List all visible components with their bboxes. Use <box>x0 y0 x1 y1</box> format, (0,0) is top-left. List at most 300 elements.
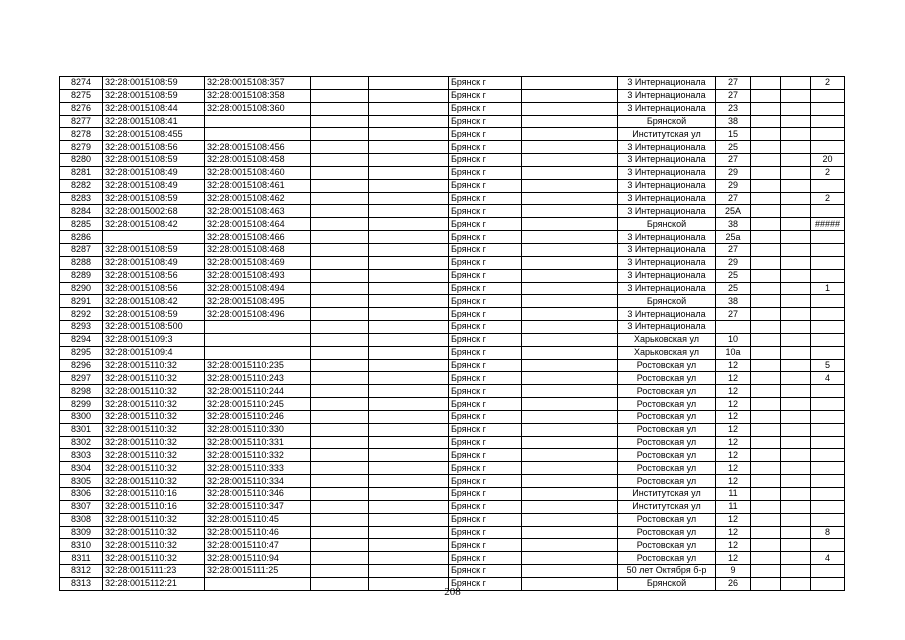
cell-street: 3 Интернационала <box>618 179 716 192</box>
cell-empty-col-7 <box>522 77 618 90</box>
cell-parent-cadastral-number: 32:28:0015110:32 <box>103 372 205 385</box>
cell-empty-col-4 <box>311 256 369 269</box>
cell-city: Брянск г <box>449 295 522 308</box>
cell-empty-col-5 <box>369 462 449 475</box>
table-row <box>60 436 845 449</box>
cell-row-number: 8301 <box>60 423 103 436</box>
cell-apartment: 20 <box>811 154 845 167</box>
cell-empty-col-11 <box>781 372 811 385</box>
cell-cadastral-number <box>205 128 311 141</box>
cell-empty-col-5 <box>369 179 449 192</box>
table-row <box>60 89 845 102</box>
table-row <box>60 295 845 308</box>
cell-cadastral-number: 32:28:0015110:332 <box>205 449 311 462</box>
cell-empty-col-10 <box>751 423 781 436</box>
cell-city: Брянск г <box>449 539 522 552</box>
cell-empty-col-4 <box>311 462 369 475</box>
cell-street: 3 Интернационала <box>618 243 716 256</box>
cell-empty-col-4 <box>311 385 369 398</box>
cell-empty-col-11 <box>781 500 811 513</box>
cell-empty-col-5 <box>369 141 449 154</box>
cell-row-number: 8304 <box>60 462 103 475</box>
cell-house-number: 27 <box>716 308 751 321</box>
cell-empty-col-11 <box>781 333 811 346</box>
cell-parent-cadastral-number: 32:28:0015108:41 <box>103 115 205 128</box>
cell-house-number: 27 <box>716 192 751 205</box>
cell-row-number: 8286 <box>60 231 103 244</box>
cell-empty-col-7 <box>522 488 618 501</box>
cell-cadastral-number: 32:28:0015110:45 <box>205 513 311 526</box>
cell-row-number: 8294 <box>60 333 103 346</box>
cell-apartment: 8 <box>811 526 845 539</box>
cell-empty-col-5 <box>369 77 449 90</box>
cell-row-number: 8275 <box>60 89 103 102</box>
cell-empty-col-10 <box>751 154 781 167</box>
cell-house-number: 9 <box>716 565 751 578</box>
cell-empty-col-10 <box>751 462 781 475</box>
cell-street: Институтская ул <box>618 128 716 141</box>
cell-empty-col-10 <box>751 295 781 308</box>
cell-cadastral-number <box>205 115 311 128</box>
cell-parent-cadastral-number: 32:28:0015110:32 <box>103 398 205 411</box>
cell-apartment <box>811 346 845 359</box>
cell-city: Брянск г <box>449 475 522 488</box>
cell-empty-col-11 <box>781 513 811 526</box>
table-row <box>60 488 845 501</box>
cell-empty-col-10 <box>751 436 781 449</box>
cell-empty-col-7 <box>522 398 618 411</box>
cell-cadastral-number: 32:28:0015110:243 <box>205 372 311 385</box>
cell-house-number: 25а <box>716 231 751 244</box>
cell-apartment: 2 <box>811 77 845 90</box>
cell-parent-cadastral-number: 32:28:0015108:56 <box>103 282 205 295</box>
cell-empty-col-7 <box>522 192 618 205</box>
cell-row-number: 8284 <box>60 205 103 218</box>
cell-house-number: 12 <box>716 526 751 539</box>
cell-house-number: 12 <box>716 423 751 436</box>
table-row <box>60 449 845 462</box>
table-row <box>60 218 845 231</box>
cell-street: Ростовская ул <box>618 475 716 488</box>
cell-empty-col-4 <box>311 141 369 154</box>
table-row <box>60 475 845 488</box>
cell-cadastral-number: 32:28:0015110:334 <box>205 475 311 488</box>
cell-cadastral-number: 32:28:0015110:333 <box>205 462 311 475</box>
cell-empty-col-11 <box>781 565 811 578</box>
cell-empty-col-5 <box>369 243 449 256</box>
table-row <box>60 552 845 565</box>
cell-street: 3 Интернационала <box>618 102 716 115</box>
cell-cadastral-number: 32:28:0015108:495 <box>205 295 311 308</box>
cell-parent-cadastral-number: 32:28:0015108:56 <box>103 269 205 282</box>
cell-row-number: 8299 <box>60 398 103 411</box>
cell-row-number: 8298 <box>60 385 103 398</box>
cell-cadastral-number <box>205 333 311 346</box>
cell-apartment <box>811 333 845 346</box>
cell-house-number: 12 <box>716 475 751 488</box>
table-row <box>60 359 845 372</box>
cell-empty-col-4 <box>311 565 369 578</box>
cell-row-number: 8276 <box>60 102 103 115</box>
cell-parent-cadastral-number: 32:28:0015108:49 <box>103 256 205 269</box>
cell-empty-col-5 <box>369 410 449 423</box>
cell-empty-col-5 <box>369 500 449 513</box>
cell-city: Брянск г <box>449 552 522 565</box>
cell-row-number: 8311 <box>60 552 103 565</box>
cell-house-number: 12 <box>716 372 751 385</box>
cell-house-number: 12 <box>716 552 751 565</box>
cell-parent-cadastral-number: 32:28:0015110:16 <box>103 488 205 501</box>
cell-apartment <box>811 115 845 128</box>
cell-parent-cadastral-number: 32:28:0015108:59 <box>103 308 205 321</box>
cell-street: Брянской <box>618 115 716 128</box>
cell-city: Брянск г <box>449 359 522 372</box>
cell-empty-col-5 <box>369 359 449 372</box>
cell-apartment <box>811 423 845 436</box>
cell-empty-col-7 <box>522 89 618 102</box>
cell-apartment <box>811 141 845 154</box>
cell-house-number: 12 <box>716 359 751 372</box>
table-row <box>60 179 845 192</box>
cell-city: Брянск г <box>449 205 522 218</box>
table-row <box>60 410 845 423</box>
table-row <box>60 321 845 334</box>
cell-house-number: 11 <box>716 488 751 501</box>
cell-empty-col-10 <box>751 526 781 539</box>
cell-row-number: 8278 <box>60 128 103 141</box>
cell-empty-col-11 <box>781 449 811 462</box>
cell-city: Брянск г <box>449 115 522 128</box>
cell-empty-col-7 <box>522 154 618 167</box>
cell-empty-col-10 <box>751 141 781 154</box>
cell-empty-col-11 <box>781 166 811 179</box>
cell-empty-col-4 <box>311 423 369 436</box>
cell-row-number: 8287 <box>60 243 103 256</box>
cell-empty-col-5 <box>369 89 449 102</box>
cell-apartment <box>811 462 845 475</box>
cell-empty-col-7 <box>522 500 618 513</box>
cell-empty-col-10 <box>751 565 781 578</box>
cell-parent-cadastral-number: 32:28:0015110:32 <box>103 423 205 436</box>
cell-empty-col-7 <box>522 436 618 449</box>
cell-empty-col-10 <box>751 128 781 141</box>
cell-cadastral-number: 32:28:0015108:493 <box>205 269 311 282</box>
cell-empty-col-5 <box>369 166 449 179</box>
cell-empty-col-11 <box>781 526 811 539</box>
cell-empty-col-4 <box>311 436 369 449</box>
cell-empty-col-7 <box>522 359 618 372</box>
cell-street: 3 Интернационала <box>618 282 716 295</box>
cell-parent-cadastral-number: 32:28:0015110:32 <box>103 436 205 449</box>
cell-empty-col-4 <box>311 321 369 334</box>
table-row <box>60 141 845 154</box>
cell-row-number: 8277 <box>60 115 103 128</box>
table-row <box>60 500 845 513</box>
cell-house-number: 10а <box>716 346 751 359</box>
cell-house-number: 38 <box>716 218 751 231</box>
cell-empty-col-4 <box>311 218 369 231</box>
cell-empty-col-10 <box>751 488 781 501</box>
cell-city: Брянск г <box>449 102 522 115</box>
cell-street: Брянской <box>618 295 716 308</box>
cell-empty-col-11 <box>781 488 811 501</box>
cell-apartment <box>811 488 845 501</box>
cell-parent-cadastral-number: 32:28:0015110:32 <box>103 385 205 398</box>
cell-cadastral-number: 32:28:0015108:468 <box>205 243 311 256</box>
cell-apartment <box>811 295 845 308</box>
cell-cadastral-number: 32:28:0015110:245 <box>205 398 311 411</box>
cell-street: 3 Интернационала <box>618 308 716 321</box>
cell-apartment <box>811 321 845 334</box>
cell-empty-col-10 <box>751 77 781 90</box>
cell-parent-cadastral-number: 32:28:0015002:68 <box>103 205 205 218</box>
cell-city: Брянск г <box>449 321 522 334</box>
cell-empty-col-11 <box>781 552 811 565</box>
table-row <box>60 398 845 411</box>
cell-street: Ростовская ул <box>618 539 716 552</box>
cell-cadastral-number <box>205 321 311 334</box>
cell-house-number: 25 <box>716 269 751 282</box>
cell-empty-col-4 <box>311 179 369 192</box>
cell-street: Ростовская ул <box>618 398 716 411</box>
cell-empty-col-5 <box>369 565 449 578</box>
cell-street: Ростовская ул <box>618 552 716 565</box>
cell-parent-cadastral-number: 32:28:0015110:32 <box>103 539 205 552</box>
cell-empty-col-4 <box>311 128 369 141</box>
cell-empty-col-5 <box>369 154 449 167</box>
cell-street: Харьковская ул <box>618 346 716 359</box>
cell-parent-cadastral-number: 32:28:0015109:3 <box>103 333 205 346</box>
cell-empty-col-11 <box>781 436 811 449</box>
cell-street: 3 Интернационала <box>618 166 716 179</box>
cell-street: 3 Интернационала <box>618 89 716 102</box>
cell-apartment <box>811 179 845 192</box>
cell-row-number: 8307 <box>60 500 103 513</box>
cell-empty-col-4 <box>311 488 369 501</box>
cell-parent-cadastral-number: 32:28:0015108:44 <box>103 102 205 115</box>
cell-empty-col-10 <box>751 218 781 231</box>
cell-empty-col-11 <box>781 346 811 359</box>
cell-empty-col-10 <box>751 321 781 334</box>
cell-empty-col-4 <box>311 231 369 244</box>
cell-street: 3 Интернационала <box>618 154 716 167</box>
cell-street: 3 Интернационала <box>618 321 716 334</box>
cell-empty-col-11 <box>781 269 811 282</box>
cell-city: Брянск г <box>449 385 522 398</box>
cell-row-number: 8293 <box>60 321 103 334</box>
cell-city: Брянск г <box>449 179 522 192</box>
cell-street: 3 Интернационала <box>618 205 716 218</box>
cell-cadastral-number: 32:28:0015110:46 <box>205 526 311 539</box>
cell-empty-col-7 <box>522 269 618 282</box>
cell-empty-col-5 <box>369 488 449 501</box>
cell-apartment <box>811 231 845 244</box>
cell-empty-col-4 <box>311 552 369 565</box>
cell-row-number: 8312 <box>60 565 103 578</box>
cell-row-number: 8310 <box>60 539 103 552</box>
table-row <box>60 333 845 346</box>
cell-empty-col-7 <box>522 295 618 308</box>
cell-empty-col-11 <box>781 205 811 218</box>
cell-apartment <box>811 205 845 218</box>
cell-row-number: 8305 <box>60 475 103 488</box>
cell-cadastral-number <box>205 346 311 359</box>
cell-empty-col-7 <box>522 565 618 578</box>
table-row <box>60 462 845 475</box>
cell-empty-col-5 <box>369 269 449 282</box>
cell-empty-col-10 <box>751 256 781 269</box>
cell-row-number: 8302 <box>60 436 103 449</box>
cell-row-number: 8297 <box>60 372 103 385</box>
table-row <box>60 77 845 90</box>
cell-row-number: 8281 <box>60 166 103 179</box>
cell-house-number: 11 <box>716 500 751 513</box>
cell-empty-col-11 <box>781 295 811 308</box>
cell-street: Ростовская ул <box>618 385 716 398</box>
cell-row-number: 8279 <box>60 141 103 154</box>
cell-parent-cadastral-number: 32:28:0015108:500 <box>103 321 205 334</box>
cell-row-number: 8306 <box>60 488 103 501</box>
cell-empty-col-4 <box>311 372 369 385</box>
cell-house-number: 29 <box>716 166 751 179</box>
cell-house-number: 12 <box>716 398 751 411</box>
cell-row-number: 8303 <box>60 449 103 462</box>
cell-apartment: 2 <box>811 166 845 179</box>
cell-empty-col-4 <box>311 295 369 308</box>
cell-house-number: 38 <box>716 115 751 128</box>
cell-empty-col-5 <box>369 256 449 269</box>
cell-empty-col-4 <box>311 449 369 462</box>
cell-street: Ростовская ул <box>618 526 716 539</box>
cell-empty-col-11 <box>781 423 811 436</box>
cell-street: Институтская ул <box>618 500 716 513</box>
table-row <box>60 192 845 205</box>
cell-empty-col-4 <box>311 205 369 218</box>
cell-empty-col-5 <box>369 513 449 526</box>
cell-apartment <box>811 308 845 321</box>
table-row <box>60 269 845 282</box>
cell-cadastral-number: 32:28:0015108:464 <box>205 218 311 231</box>
cell-empty-col-10 <box>751 179 781 192</box>
cell-city: Брянск г <box>449 462 522 475</box>
cell-street: Брянской <box>618 577 716 590</box>
cell-cadastral-number: 32:28:0015108:358 <box>205 89 311 102</box>
cell-empty-col-7 <box>522 308 618 321</box>
cell-city: Брянск г <box>449 141 522 154</box>
cell-empty-col-7 <box>522 166 618 179</box>
cell-apartment <box>811 500 845 513</box>
cell-city: Брянск г <box>449 166 522 179</box>
cell-row-number: 8300 <box>60 410 103 423</box>
cell-cadastral-number: 32:28:0015108:357 <box>205 77 311 90</box>
cell-empty-col-7 <box>522 385 618 398</box>
cell-street: 3 Интернационала <box>618 231 716 244</box>
cell-parent-cadastral-number: 32:28:0015110:32 <box>103 449 205 462</box>
cell-parent-cadastral-number: 32:28:0015108:59 <box>103 89 205 102</box>
cell-city: Брянск г <box>449 269 522 282</box>
cell-house-number: 27 <box>716 77 751 90</box>
cell-empty-col-10 <box>751 89 781 102</box>
cell-empty-col-4 <box>311 308 369 321</box>
cell-empty-col-4 <box>311 282 369 295</box>
cell-empty-col-10 <box>751 359 781 372</box>
cell-cadastral-number: 32:28:0015110:347 <box>205 500 311 513</box>
cell-empty-col-5 <box>369 218 449 231</box>
table-row <box>60 115 845 128</box>
cell-empty-col-5 <box>369 449 449 462</box>
cell-row-number: 8285 <box>60 218 103 231</box>
cell-empty-col-10 <box>751 205 781 218</box>
cell-empty-col-4 <box>311 500 369 513</box>
cell-empty-col-5 <box>369 475 449 488</box>
cell-empty-col-11 <box>781 128 811 141</box>
cell-empty-col-11 <box>781 102 811 115</box>
cell-row-number: 8274 <box>60 77 103 90</box>
cell-street: Ростовская ул <box>618 462 716 475</box>
cell-parent-cadastral-number: 32:28:0015110:32 <box>103 410 205 423</box>
table-row <box>60 166 845 179</box>
cell-street: Ростовская ул <box>618 449 716 462</box>
cell-empty-col-7 <box>522 539 618 552</box>
cell-row-number: 8308 <box>60 513 103 526</box>
cell-cadastral-number: 32:28:0015111:25 <box>205 565 311 578</box>
cell-empty-col-5 <box>369 115 449 128</box>
cell-empty-col-7 <box>522 321 618 334</box>
cell-empty-col-5 <box>369 526 449 539</box>
cell-city: Брянск г <box>449 513 522 526</box>
cell-empty-col-7 <box>522 423 618 436</box>
cell-empty-col-10 <box>751 410 781 423</box>
cell-house-number: 12 <box>716 385 751 398</box>
cell-empty-col-10 <box>751 231 781 244</box>
cell-street: 3 Интернационала <box>618 77 716 90</box>
cell-apartment <box>811 449 845 462</box>
cell-empty-col-4 <box>311 115 369 128</box>
cell-empty-col-11 <box>781 321 811 334</box>
cell-empty-col-5 <box>369 192 449 205</box>
cell-empty-col-7 <box>522 102 618 115</box>
cell-parent-cadastral-number: 32:28:0015108:59 <box>103 192 205 205</box>
cell-street: Ростовская ул <box>618 372 716 385</box>
cell-apartment <box>811 513 845 526</box>
cell-parent-cadastral-number: 32:28:0015110:16 <box>103 500 205 513</box>
cell-empty-col-5 <box>369 231 449 244</box>
cell-empty-col-7 <box>522 449 618 462</box>
cell-empty-col-4 <box>311 346 369 359</box>
cell-apartment <box>811 243 845 256</box>
table-row <box>60 205 845 218</box>
table-row <box>60 128 845 141</box>
cell-house-number: 25 <box>716 141 751 154</box>
cell-empty-col-7 <box>522 282 618 295</box>
cell-empty-col-11 <box>781 359 811 372</box>
cell-city: Брянск г <box>449 565 522 578</box>
cell-city: Брянск г <box>449 77 522 90</box>
cell-cadastral-number: 32:28:0015110:331 <box>205 436 311 449</box>
cell-street: 50 лет Октября б-р <box>618 565 716 578</box>
cell-empty-col-4 <box>311 513 369 526</box>
cell-row-number: 8296 <box>60 359 103 372</box>
cell-empty-col-4 <box>311 539 369 552</box>
cell-apartment <box>811 539 845 552</box>
cell-empty-col-7 <box>522 410 618 423</box>
cell-empty-col-5 <box>369 398 449 411</box>
cell-cadastral-number: 32:28:0015108:496 <box>205 308 311 321</box>
cell-empty-col-7 <box>522 552 618 565</box>
cell-empty-col-10 <box>751 346 781 359</box>
cell-cadastral-number: 32:28:0015108:494 <box>205 282 311 295</box>
cell-apartment <box>811 436 845 449</box>
